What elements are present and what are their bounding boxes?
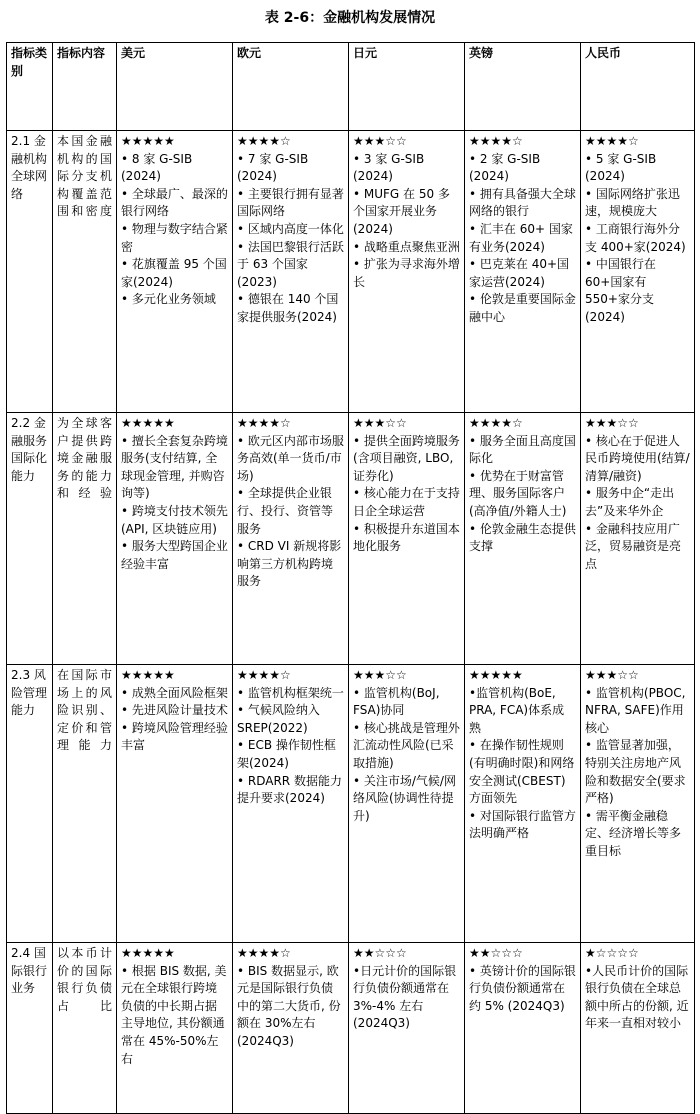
bullet-item: • 花旗覆盖 95 个国家(2024) bbox=[121, 257, 227, 289]
cell-gbp bbox=[465, 665, 581, 943]
bullet-item: • 中国银行在 60+国家有 550+家分支(2024) bbox=[585, 257, 656, 324]
indicator-cell: 以本币计价的国际银行负债占比 bbox=[53, 943, 117, 1114]
bullet-item: • 欧元区内部市场服务高效(单一货币/市场) bbox=[237, 433, 344, 483]
star-rating: ★★★★☆ bbox=[469, 416, 523, 430]
bullet-item: • 拥有具备强大全球网络的银行 bbox=[469, 186, 576, 219]
star-rating: ★★★☆☆ bbox=[585, 668, 639, 682]
bullet-item: • 汇丰在 60+ 国家有业务(2024) bbox=[469, 221, 573, 254]
star-rating: ★★★★★ bbox=[121, 134, 175, 148]
cell-eur bbox=[233, 943, 349, 1114]
header-eur: 欧元 bbox=[233, 43, 349, 131]
bullet-item: • RDARR 数据能力提升要求(2024) bbox=[237, 773, 342, 806]
bullet-item: • 工商银行海外分支 400+家(2024) bbox=[585, 221, 686, 254]
bullet-item: • 需平衡金融稳定、经济增长等多重目标 bbox=[585, 808, 682, 858]
star-rating: ★★★★☆ bbox=[469, 134, 523, 148]
cell-gbp bbox=[465, 413, 581, 665]
bullet-item: • 伦敦金融生态提供支撑 bbox=[469, 521, 576, 554]
bullet-item: • 核心挑战是管理外汇流动性风险(已采取措施) bbox=[353, 720, 460, 770]
header-row bbox=[7, 43, 695, 131]
bullet-item: • 服务大型跨国企业经验丰富 bbox=[121, 539, 228, 571]
bullet-item: • 监管机构(PBOC, NFRA, SAFE)作用核心 bbox=[585, 685, 686, 735]
table-row bbox=[7, 943, 695, 1114]
bullet-item: • 多元化业务领域 bbox=[121, 292, 216, 307]
bullet-item: • 7 家 G-SIB (2024) bbox=[237, 151, 309, 184]
table-row bbox=[7, 131, 695, 413]
cell-eur bbox=[233, 665, 349, 943]
star-rating: ★★★★☆ bbox=[585, 134, 639, 148]
bullet-item: • 监管机构框架统一 bbox=[237, 685, 344, 700]
category-cell: 2.2 金融服务国际化能力 bbox=[7, 413, 53, 665]
header-cny: 人民币 bbox=[581, 43, 695, 131]
bullet-item: • 物理与数字结合紧密 bbox=[121, 221, 228, 254]
bullet-item: • BIS 数据显示, 欧元是国际银行负债中的第二大货币, 份额在 30%左右 (2024Q3) bbox=[237, 963, 341, 1048]
bullet-item: • 成熟全面风险框架 bbox=[121, 685, 228, 700]
bullet-item: • 战略重点聚焦亚洲 bbox=[353, 239, 460, 254]
bullet-item: •监管机构(BoE, PRA, FCA)体系成熟 bbox=[469, 685, 565, 735]
bullet-item: • 金融科技应用广泛，贸易融资是亮点 bbox=[585, 521, 682, 571]
bullet-item: •日元计价的国际银行负债份额通常在 3%-4% 左右 (2024Q3) bbox=[353, 963, 457, 1031]
bullet-item: • 区域内高度一体化 bbox=[237, 221, 344, 236]
star-rating: ★★★★★ bbox=[121, 668, 175, 682]
bullet-item: • 伦敦是重要国际金融中心 bbox=[469, 292, 576, 324]
star-rating: ★☆☆☆☆ bbox=[585, 946, 639, 960]
cell-cny bbox=[581, 665, 695, 943]
bullet-item: • 2 家 G-SIB (2024) bbox=[469, 151, 541, 184]
star-rating: ★★★★☆ bbox=[237, 416, 291, 430]
star-rating: ★★★☆☆ bbox=[353, 668, 407, 682]
bullet-item: • 擅长全套复杂跨境服务(支付结算, 全球现金管理, 并购咨询等) bbox=[121, 433, 228, 501]
header-usd: 美元 bbox=[117, 43, 233, 131]
bullet-item: • 巴克莱在 40+国家运营(2024) bbox=[469, 257, 570, 289]
cell-usd bbox=[117, 943, 233, 1114]
indicator-cell: 本国金融机构的国际分支机构覆盖范围和密度 bbox=[53, 131, 117, 413]
bullet-item: • 监管显著加强，特别关注房地产风险和数据安全(要求严格) bbox=[585, 738, 686, 806]
financial-institutions-table bbox=[6, 42, 695, 1114]
bullet-item: • 监管机构(BoJ, FSA)协同 bbox=[353, 685, 440, 718]
table-row bbox=[7, 413, 695, 665]
category-cell: 2.1 金融机构全球网络 bbox=[7, 131, 53, 413]
bullet-item: • 核心能力在于支持日企全球运营 bbox=[353, 486, 460, 518]
bullet-item: • 3 家 G-SIB (2024) bbox=[353, 151, 425, 184]
cell-cny bbox=[581, 943, 695, 1114]
star-rating: ★★★☆☆ bbox=[353, 416, 407, 430]
header-gbp: 英镑 bbox=[465, 43, 581, 131]
bullet-item: •人民币计价的国际银行负债在全球总额中所占的份额, 近年来一直相对较小 bbox=[585, 963, 689, 1031]
bullet-item: • 全球最广、最深的银行网络 bbox=[121, 186, 228, 219]
bullet-item: • 核心在于促进人民币跨境使用(结算/清算/融资) bbox=[585, 433, 690, 483]
category-cell: 2.4 国际银行业务 bbox=[7, 943, 53, 1114]
bullet-item: • CRD VI 新规将影响第三方机构跨境服务 bbox=[237, 539, 342, 589]
cell-gbp bbox=[465, 131, 581, 413]
bullet-item: • 扩张为寻求海外增长 bbox=[353, 257, 460, 289]
indicator-cell: 为全球客户提供跨境金融服务的能力和经验 bbox=[53, 413, 117, 665]
cell-usd bbox=[117, 665, 233, 943]
category-cell: 2.3 风险管理能力 bbox=[7, 665, 53, 943]
bullet-item: • 法国巴黎银行活跃于 63 个国家(2023) bbox=[237, 239, 344, 289]
cell-gbp bbox=[465, 943, 581, 1114]
star-rating: ★★★★★ bbox=[121, 946, 175, 960]
header-indicator: 指标内容 bbox=[53, 43, 117, 131]
cell-cny bbox=[581, 413, 695, 665]
bullet-item: • 德银在 140 个国家提供服务(2024) bbox=[237, 292, 339, 324]
bullet-item: • 跨境风险管理经验丰富 bbox=[121, 720, 228, 753]
star-rating: ★★★★★ bbox=[121, 416, 175, 430]
cell-cny bbox=[581, 131, 695, 413]
star-rating: ★★★★★ bbox=[469, 668, 523, 682]
cell-usd bbox=[117, 131, 233, 413]
table-row bbox=[7, 665, 695, 943]
bullet-item: • 服务全面且高度国际化 bbox=[469, 433, 576, 466]
star-rating: ★★★★☆ bbox=[237, 946, 291, 960]
cell-jpy bbox=[349, 413, 465, 665]
cell-jpy bbox=[349, 665, 465, 943]
bullet-item: • 全球提供企业银行、投行、资管等服务 bbox=[237, 486, 334, 536]
bullet-item: • 5 家 G-SIB (2024) bbox=[585, 151, 657, 184]
header-category: 指标类别 bbox=[7, 43, 53, 131]
cell-eur bbox=[233, 131, 349, 413]
bullet-item: • ECB 操作韧性框架(2024) bbox=[237, 738, 336, 770]
star-rating: ★★☆☆☆ bbox=[469, 946, 523, 960]
bullet-item: • 根据 BIS 数据, 美元在全球银行跨境负债的中长期占据主导地位, 其份额通常在 45%-50%左右 bbox=[121, 963, 227, 1066]
cell-jpy bbox=[349, 131, 465, 413]
bullet-item: • 在操作韧性规则(有明确时限)和网络安全测试(CBEST)方面领先 bbox=[469, 738, 575, 806]
star-rating: ★★★★☆ bbox=[237, 134, 291, 148]
bullet-item: • 先进风险计量技术 bbox=[121, 703, 228, 718]
bullet-item: • 积极提升东道国本地化服务 bbox=[353, 521, 460, 554]
bullet-item: • 英镑计价的国际银行负债份额通常在约 5% (2024Q3) bbox=[469, 963, 576, 1013]
star-rating: ★★☆☆☆ bbox=[353, 946, 407, 960]
header-jpy: 日元 bbox=[349, 43, 465, 131]
bullet-item: • 主要银行拥有显著国际网络 bbox=[237, 186, 344, 219]
table-title: 表 2-6：金融机构发展情况 bbox=[264, 10, 436, 26]
bullet-item: • 国际网络扩张迅速，规模庞大 bbox=[585, 186, 680, 219]
cell-eur bbox=[233, 413, 349, 665]
bullet-item: • 关注市场/气候/网络风险(协调性待提升) bbox=[353, 773, 456, 823]
cell-jpy bbox=[349, 943, 465, 1114]
bullet-item: • 对国际银行监管方法明确严格 bbox=[469, 808, 576, 841]
bullet-item: • 服务中企“走出去”及来华外企 bbox=[585, 486, 675, 518]
bullet-item: • MUFG 在 50 多个国家开展业务(2024) bbox=[353, 186, 450, 236]
star-rating: ★★★☆☆ bbox=[585, 416, 639, 430]
bullet-item: • 8 家 G-SIB (2024) bbox=[121, 151, 193, 184]
star-rating: ★★★☆☆ bbox=[353, 134, 407, 148]
cell-usd bbox=[117, 413, 233, 665]
bullet-item: • 气候风险纳入 SREP(2022) bbox=[237, 703, 320, 735]
bullet-item: • 跨境支付技术领先(API, 区块链应用) bbox=[121, 503, 228, 536]
bullet-item: • 优势在于财富管理、服务国际客户(高净值/外籍人士) bbox=[469, 468, 567, 518]
star-rating: ★★★★☆ bbox=[237, 668, 291, 682]
indicator-cell: 在国际市场上的风险识别、定价和管理能力 bbox=[53, 665, 117, 943]
bullet-item: • 提供全面跨境服务(含项目融资, LBO, 证券化) bbox=[353, 433, 460, 483]
